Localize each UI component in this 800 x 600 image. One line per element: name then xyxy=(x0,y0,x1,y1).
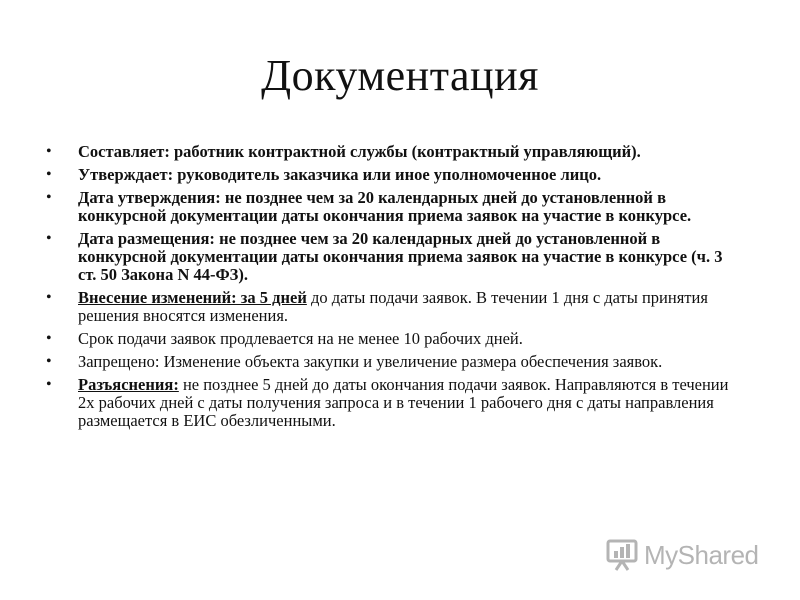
bullet-text: Запрещено: Изменение объекта закупки и увеличение размера обеспечения заявок. xyxy=(78,352,663,371)
bullet-text: Срок подачи заявок продлевается на не менее 10 рабочих дней. xyxy=(78,329,523,348)
bullet-icon: • xyxy=(46,376,52,393)
bullet-text: работник контрактной службы (контрактный управляющий). xyxy=(169,142,641,161)
bullet-icon: • xyxy=(46,189,52,206)
bullet-text: не позднее чем за 20 календарных дней до установленной в конкурсной документации даты окончания приема заявок на участие в конкурсе (ч. 3 ст. 50 Закона N 44-ФЗ). xyxy=(78,229,723,284)
bullet-icon: • xyxy=(46,166,52,183)
bullet-icon: • xyxy=(46,289,52,306)
bullet-icon: • xyxy=(46,330,52,347)
bullet-icon: • xyxy=(46,230,52,247)
bullet-list xyxy=(44,143,744,435)
myshared-watermark[interactable] xyxy=(606,538,759,572)
bullet-lead: Дата размещения: xyxy=(78,229,215,248)
bullet-lead: Внесение изменений: за 5 дней xyxy=(78,288,307,307)
bullet-item-changes xyxy=(44,289,744,325)
myshared-logo-icon xyxy=(606,539,640,571)
bullet-lead: Утверждает: xyxy=(78,165,174,184)
slide-title: Документация xyxy=(261,51,539,100)
bullet-text: не позднее чем за 20 календарных дней до установленной в конкурсной документации даты окончания приема заявок на участие в конкурсе. xyxy=(78,188,692,225)
bullet-item-clarifications xyxy=(44,376,744,430)
bullet-item-compiler xyxy=(44,143,744,161)
bullet-text: до даты подачи заявок. В течении 1 дня с даты принятия решения вносятся изменения. xyxy=(78,288,708,325)
bullet-icon: • xyxy=(46,143,52,160)
watermark-text: MyShared xyxy=(644,539,759,570)
bullet-item-prohibited xyxy=(44,353,744,371)
bullet-lead: Разъяснения: xyxy=(78,375,179,394)
bullet-lead: Составляет: xyxy=(78,142,170,161)
bullet-item-approver xyxy=(44,166,744,184)
bullet-icon: • xyxy=(46,353,52,370)
bullet-item-approval-date xyxy=(44,189,744,225)
bullet-text: руководитель заказчика или иное уполномоченное лицо. xyxy=(173,165,602,184)
bullet-lead: Дата утверждения: xyxy=(78,188,221,207)
bullet-item-extension xyxy=(44,330,744,348)
bullet-item-publication-date xyxy=(44,230,744,284)
bullet-text: не позднее 5 дней до даты окончания подачи заявок. Направляются в течении 2х рабочих дней с даты получения запроса и в течении 1 рабочего дня с даты направления размещается в ЕИС обезличенными. xyxy=(78,375,729,430)
